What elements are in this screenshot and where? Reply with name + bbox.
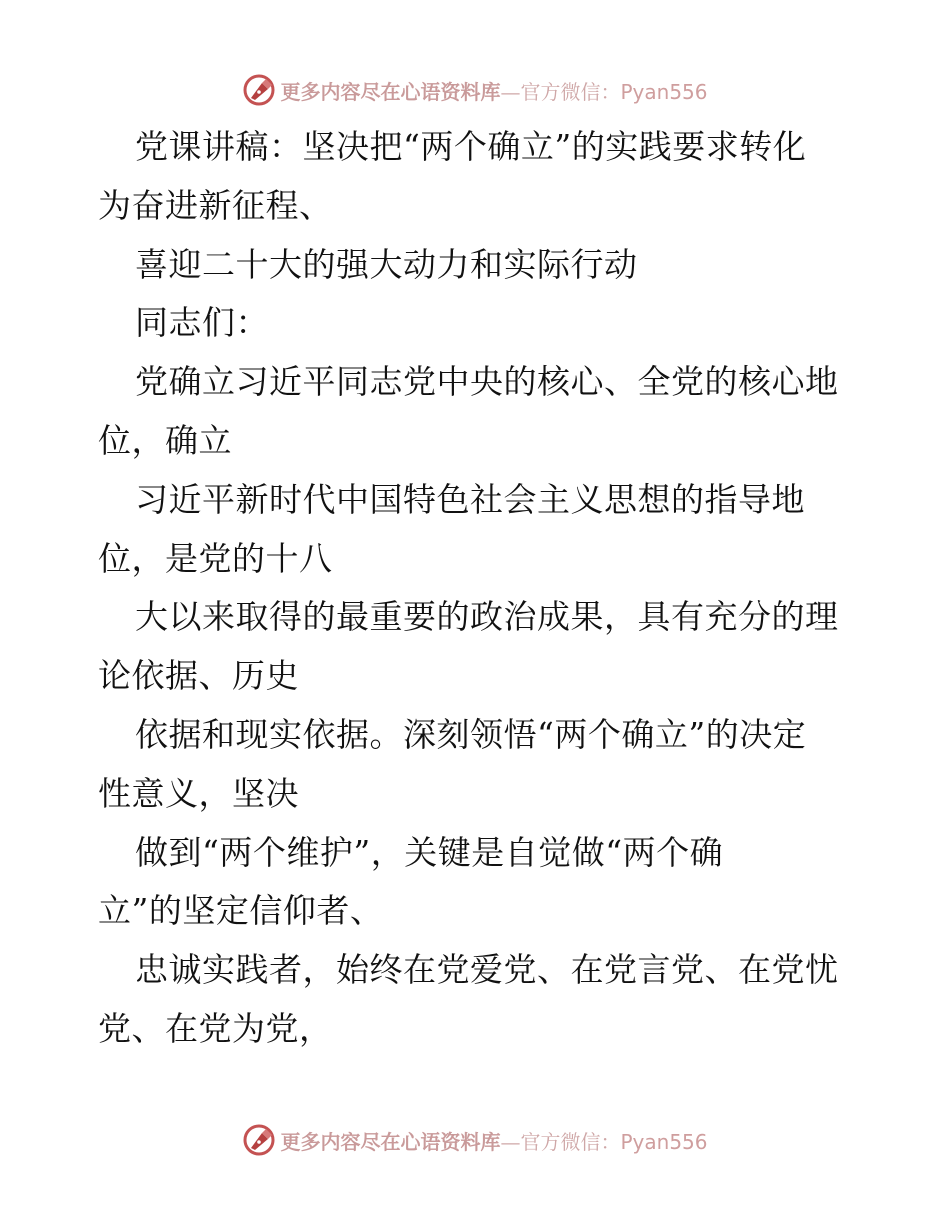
watermark-dash: — (500, 1129, 521, 1154)
watermark-official: 官方微信： (520, 1129, 621, 1154)
text-line: 党、在党为党， (98, 1008, 333, 1048)
text-line: 位，确立 (98, 420, 232, 460)
watermark-text (280, 1126, 707, 1155)
watermark-account: Pyan556 (620, 79, 708, 104)
text-line: 位，是党的十八 (98, 538, 333, 578)
text-line: 大以来取得的最重要的政治成果，具有充分的理 (135, 597, 839, 637)
text-line: 为奋进新征程、 (98, 185, 333, 225)
watermark-text (280, 76, 707, 105)
text-line: 论依据、历史 (98, 656, 299, 696)
footer-watermark (0, 1122, 950, 1158)
watermark-brand: 更多内容尽在心语资料库 (280, 1129, 501, 1154)
text-line: 习近平新时代中国特色社会主义思想的指导地 (135, 479, 805, 519)
document-body (98, 118, 858, 1059)
watermark-official: 官方微信： (520, 79, 621, 104)
text-line: 同志们： (135, 303, 269, 343)
text-line: 立”的坚定信仰者、 (98, 891, 384, 931)
pen-nib-logo-icon (242, 1123, 276, 1157)
text-line: 党确立习近平同志党中央的核心、全党的核心地 (135, 362, 839, 402)
watermark-brand: 更多内容尽在心语资料库 (280, 79, 501, 104)
watermark-dash: — (500, 79, 521, 104)
watermark-account: Pyan556 (620, 1129, 708, 1154)
text-line: 依据和现实依据。深刻领悟“两个确立”的决定 (135, 714, 807, 754)
text-line: 党课讲稿：坚决把“两个确立”的实践要求转化 (135, 127, 807, 166)
text-line: 性意义，坚决 (98, 773, 299, 813)
text-line: 喜迎二十大的强大动力和实际行动 (135, 244, 638, 284)
pen-nib-logo-icon (242, 73, 276, 107)
header-watermark (0, 72, 950, 108)
text-line: 做到“两个维护”，关键是自觉做“两个确 (135, 832, 724, 872)
text-line: 忠诚实践者，始终在党爱党、在党言党、在党忧 (135, 950, 839, 990)
